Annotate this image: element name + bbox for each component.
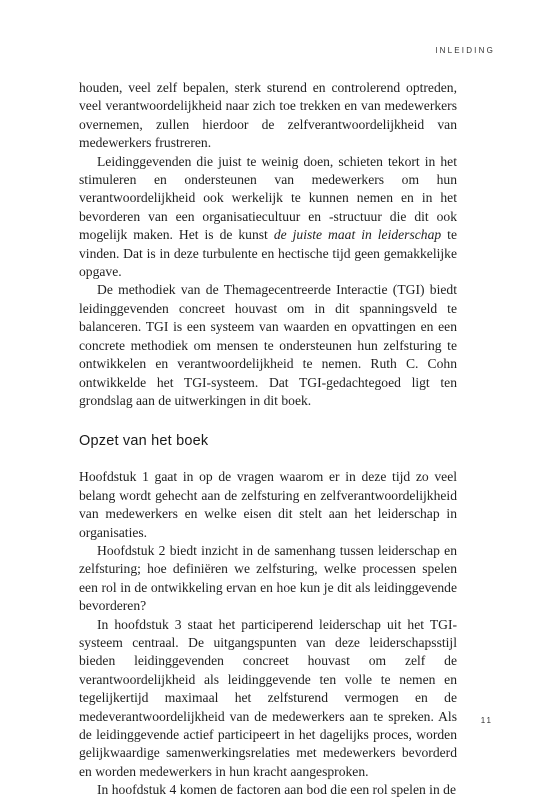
- paragraph: In hoofdstuk 4 komen de factoren aan bod die een rol spelen in de: [97, 782, 456, 798]
- emphasized-phrase: de juiste maat in leiderschap: [273, 227, 442, 243]
- paragraph: In hoofdstuk 3 staat het participerend leiderschap uit het TGI-systeem centraal. De uitgangspunten van deze leiderschapsstijl bieden leidinggevenden concreet houvast om zelf de verantwoordelijkheid als leidinggevende ten volle te nemen en tegelijkertijd maximaal het zelfsturend vermogen en de medeverantwoordelijkheid van de medewerkers aan te spreken. Als de leidinggevende actief participeert in het dagelijks proces, worden gelijkwaardige samenwerkingsrelaties met medewerkers bevorderd en worden medewerkers in hun kracht aangesproken.: [79, 616, 457, 779]
- paragraph: Hoofdstuk 1 gaat in op de vragen waarom er in deze tijd zo veel belang wordt gehecht aan de zelfsturing en zelfverantwoordelijkheid van medewerkers en welke eisen dit stelt aan het leiderschap in organisaties.: [79, 469, 457, 540]
- paragraph: [79, 153, 457, 282]
- page-number: 11: [480, 716, 493, 725]
- paragraph-text: Leidinggevenden die juist te weinig doen, schieten tekort in het stimuleren en ondersteunen van medewerkers om hun verantwoordelijkheid ook werkelijk te kunnen nemen en in het bevorderen van een organisatiecultuur en -structuur die dit ook mogelijk maken. Het is de kunst: [79, 153, 457, 243]
- paragraph: houden, veel zelf bepalen, sterk sturend en controlerend optreden, veel verantwoordelijkheid naar zich toe trekken en van medewerkers overnemen, zullen hierdoor de zelfverantwoordelijkheid van medewerkers frustreren.: [79, 80, 457, 151]
- paragraph: Hoofdstuk 2 biedt inzicht in de samenhang tussen leiderschap en zelfsturing; hoe definiëren we zelfsturing, welke processen spelen een rol in de ontwikkeling ervan en hoe kun je dit als leidinggevende bevorderen?: [79, 542, 457, 614]
- body-text: [79, 79, 457, 800]
- running-head: INLEIDING: [435, 46, 495, 55]
- paragraph-text: te vinden. Dat is in deze turbulente en hectische tijd geen gemakkelijke opgave.: [79, 227, 457, 280]
- section-heading: Opzet van het boek: [79, 433, 209, 450]
- paragraph: De methodiek van de Themagecentreerde Interactie (TGI) biedt leidinggevenden concreet houvast om in dit spanningsveld te balanceren. TGI is een systeem van waarden en opvattingen en een concrete methodiek om mensen te ondersteunen hun zelfsturing te ontwikkelen en verantwoordelijkheid te nemen. Ruth C. Cohn ontwikkelde het TGI-systeem. Dat TGI-gedachtegoed ligt ten grondslag aan de uitwerkingen in dit boek.: [79, 282, 457, 408]
